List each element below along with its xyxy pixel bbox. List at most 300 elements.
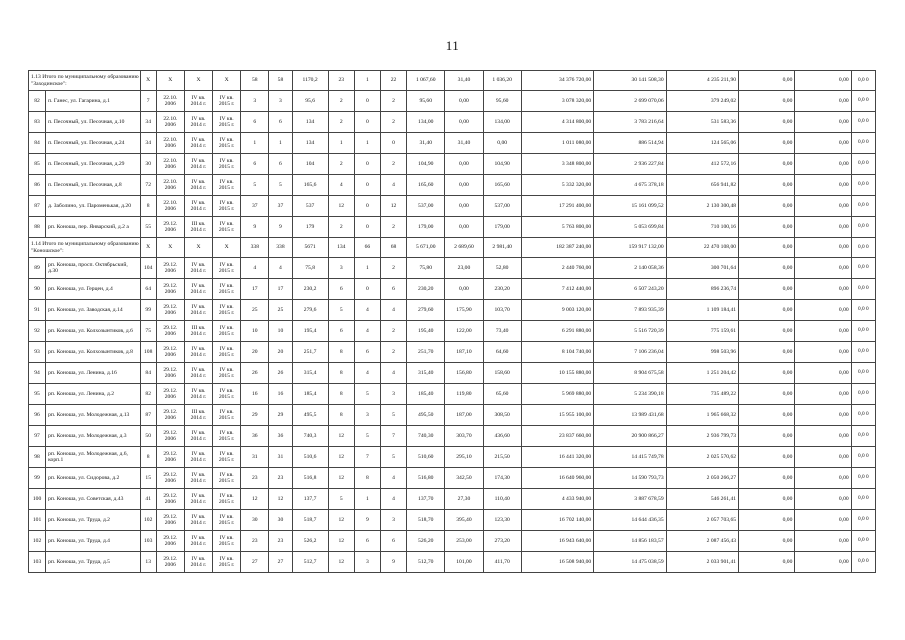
table-cell: 0,0 0 [851,217,875,238]
table-cell: 3 [354,405,380,426]
table-cell: 6 [269,112,292,133]
table-cell: 4 [354,363,380,384]
table-cell: 29.12. 2006 [156,384,184,405]
table-cell: 2 [328,217,354,238]
table-cell: 0,00 [445,112,483,133]
table-cell: 14 590 793,73 [594,468,666,489]
table-cell: 3 [241,91,269,112]
row-number-cell: 83 [29,112,46,133]
table-cell: 101,00 [445,552,483,573]
table-cell: 103 [140,531,156,552]
group-total-row [29,238,876,258]
address-cell: рп. Коноша, просп. Октябрьский, д.30 [46,258,141,279]
table-cell: 0,00 [795,405,851,426]
table-cell: 16 441 320,00 [521,447,593,468]
table-cell: 26 [269,363,292,384]
row-number-cell: 82 [29,91,46,112]
table-cell: 0,00 [795,426,851,447]
table-cell: 0,0 0 [851,91,875,112]
table-cell: 0,00 [795,447,851,468]
table-cell: 0,00 [795,300,851,321]
table-cell: IV кв. 2015 г. [213,279,241,300]
table-cell: 165,60 [483,175,521,196]
group-cell: 1 067,60 [407,71,445,91]
table-cell: 4 433 940,00 [521,489,593,510]
table-cell: 2 [380,321,406,342]
table-cell: 531 583,36 [666,112,738,133]
table-cell: IV кв. 2014 г. [184,426,212,447]
table-cell: 0,0 0 [851,279,875,300]
group-cell: 338 [269,238,292,258]
table-cell: 34 [140,133,156,154]
row-number-cell: 94 [29,363,46,384]
table-cell: 179 [292,217,328,238]
group-cell: 1170,2 [292,71,328,91]
address-cell: п. Песочный, ул. Песочная, д.24 [46,133,141,154]
table-cell: 0,00 [795,217,851,238]
table-cell: 179,00 [407,217,445,238]
table-cell: 2 [380,91,406,112]
table-cell: 4 [354,300,380,321]
address-cell: рп. Коноша, ул. Труда, д.4 [46,531,141,552]
housing-resettlement-table [28,70,876,573]
table-cell: 124 565,06 [666,133,738,154]
table-cell: IV кв. 2015 г. [213,447,241,468]
table-cell: 0 [354,217,380,238]
table-cell: 64,60 [483,342,521,363]
table-cell: 10 [269,321,292,342]
table-row [29,91,876,112]
table-cell: IV кв. 2014 г. [184,258,212,279]
table-row [29,510,876,531]
table-cell: 8 [140,447,156,468]
table-cell: 1 011 080,00 [521,133,593,154]
table-cell: 29.12. 2006 [156,552,184,573]
table-cell: 0 [354,154,380,175]
table-cell: 308,50 [483,405,521,426]
table-cell: 516,80 [407,468,445,489]
table-cell: 23 [241,468,269,489]
table-cell: 110,40 [483,489,521,510]
table-cell: 0,00 [795,342,851,363]
table-cell: 0,00 [795,175,851,196]
group-cell: 22 470 108,00 [666,238,738,258]
table-cell: 29.12. 2006 [156,300,184,321]
table-cell: IV кв. 2014 г. [184,447,212,468]
table-row [29,363,876,384]
table-cell: 3 887 678,59 [594,489,666,510]
table-cell: 29.12. 2006 [156,363,184,384]
table-cell: 12 [380,196,406,217]
row-number-cell: 86 [29,175,46,196]
table-row [29,133,876,154]
table-cell: 5 516 720,39 [594,321,666,342]
table-cell: 0,0 0 [851,426,875,447]
table-cell: 315,40 [407,363,445,384]
address-cell: рп. Коноша, ул. Молодежная, д.6, корп.1 [46,447,141,468]
address-cell: п. Песочный, ул. Песочная, д.10 [46,112,141,133]
table-cell: 104,90 [483,154,521,175]
table-cell: IV кв. 2014 г. [184,489,212,510]
table-cell: 710 100,16 [666,217,738,238]
table-cell: 4 [241,258,269,279]
address-cell: рп. Коноша, ул. Заводская, д.14 [46,300,141,321]
address-cell: п. Песочный, ул. Песочная, д.8 [46,175,141,196]
table-cell: 4 [328,175,354,196]
group-cell: 159 917 132,00 [594,238,666,258]
group-cell: 1 [354,71,380,91]
table-cell: 4 [380,363,406,384]
group-cell: 134 [328,238,354,258]
table-cell: 6 [328,321,354,342]
group-cell: X [156,238,184,258]
table-cell: 2 [380,217,406,238]
table-cell: 0 [354,112,380,133]
group-cell: X [156,71,184,91]
table-cell: 0,00 [739,321,795,342]
table-cell: 495,50 [407,405,445,426]
table-cell: 0,00 [445,175,483,196]
table-cell: 95,6 [292,91,328,112]
table-cell: 9 [380,552,406,573]
table-cell: 185,40 [407,384,445,405]
table-cell: IV кв. 2014 г. [184,175,212,196]
table-cell: 29.12. 2006 [156,489,184,510]
table-cell: 99 [140,300,156,321]
table-cell: 2 025 570,62 [666,447,738,468]
table-cell: IV кв. 2015 г. [213,112,241,133]
table-cell: 187,10 [445,342,483,363]
address-cell: рп. Коноша, ул. Колхозынтиков, д.6 [46,321,141,342]
table-cell: 6 [269,154,292,175]
table-cell: 134,00 [483,112,521,133]
table-cell: 512,7 [292,552,328,573]
table-cell: 7 893 935,39 [594,300,666,321]
table-cell: IV кв. 2015 г. [213,154,241,175]
table-cell: 195,40 [407,321,445,342]
table-cell: 29.12. 2006 [156,510,184,531]
group-cell: X [184,71,212,91]
table-cell: 0,00 [795,531,851,552]
row-number-cell: 84 [29,133,46,154]
table-cell: 12 [328,552,354,573]
table-cell: 29.12. 2006 [156,321,184,342]
table-cell: 0,00 [445,279,483,300]
group-cell: 58 [241,71,269,91]
table-cell: 9 [354,510,380,531]
table-cell: 12 [269,489,292,510]
table-cell: 8 [328,342,354,363]
table-cell: 0,00 [739,405,795,426]
table-cell: 20 900 866,27 [594,426,666,447]
row-number-cell: 90 [29,279,46,300]
table-cell: 2 050 266,27 [666,468,738,489]
table-cell: 179,00 [483,217,521,238]
table-cell: 0,00 [445,196,483,217]
table-cell: 31 [241,447,269,468]
table-cell: 546 261,41 [666,489,738,510]
table-cell: 165,6 [292,175,328,196]
table-cell: 896 236,74 [666,279,738,300]
table-cell: 2 [380,258,406,279]
table-cell: 0,00 [795,510,851,531]
table-cell: 0 [354,175,380,196]
table-cell: 2 087 456,43 [666,531,738,552]
table-cell: 55 [140,217,156,238]
table-cell: 4 [269,258,292,279]
table-cell: 0,0 0 [851,112,875,133]
table-cell: 0,00 [739,258,795,279]
address-cell: рп. Коноша, пер. Январский, д.2 а [46,217,141,238]
table-cell: 8 904 675,58 [594,363,666,384]
table-cell: 5 [380,405,406,426]
table-cell: 0,00 [795,112,851,133]
table-cell: 15 955 100,00 [521,405,593,426]
address-cell: рп. Коноша, ул. Сидорова, д.2 [46,468,141,489]
table-cell: 29.12. 2006 [156,279,184,300]
table-cell: 7 [354,447,380,468]
table-cell: 0,0 0 [851,405,875,426]
table-cell: IV кв. 2014 г. [184,91,212,112]
table-cell: 3 [380,510,406,531]
table-cell: III кв. 2014 г. [184,405,212,426]
table-cell: 9 [269,217,292,238]
table-cell: IV кв. 2014 г. [184,342,212,363]
table-cell: 0,00 [739,489,795,510]
table-cell: 122,00 [445,321,483,342]
table-cell: 740,30 [407,426,445,447]
table-cell: 4 675 378,18 [594,175,666,196]
table-cell: 14 644 436,35 [594,510,666,531]
table-cell: 510,60 [407,447,445,468]
table-cell: 230,2 [292,279,328,300]
table-cell: 495,5 [292,405,328,426]
table-cell: 0,0 0 [851,363,875,384]
table-cell: 6 507 243,20 [594,279,666,300]
table-cell: 2 057 703,65 [666,510,738,531]
table-cell: 0 [354,279,380,300]
table-cell: III кв. 2014 г. [184,321,212,342]
table-cell: 0,00 [795,91,851,112]
table-cell: IV кв. 2015 г. [213,405,241,426]
table-cell: 0,00 [445,217,483,238]
table-cell: 8 [354,468,380,489]
table-cell: 2 440 760,00 [521,258,593,279]
row-number-cell: 85 [29,154,46,175]
table-cell: 29.12. 2006 [156,531,184,552]
group-cell: 4 235 211,90 [666,71,738,91]
table-cell: 134 [292,133,328,154]
table-cell: 3 [328,258,354,279]
table-cell: 1 965 668,32 [666,405,738,426]
table-cell: 3 [354,552,380,573]
address-cell: рп. Коноша, ул. Молодежная, д.3 [46,426,141,447]
table-cell: IV кв. 2015 г. [213,133,241,154]
table-cell: 50 [140,426,156,447]
table-cell: 2 [380,154,406,175]
table-cell: 36 [269,426,292,447]
table-cell: 0,00 [739,300,795,321]
group-cell: 68 [380,238,406,258]
group-cell: X [140,238,156,258]
table-cell: IV кв. 2014 г. [184,363,212,384]
table-cell: 510,6 [292,447,328,468]
table-cell: 30 [140,154,156,175]
table-cell: 735 489,22 [666,384,738,405]
table-cell: 134,00 [407,112,445,133]
table-cell: 27,30 [445,489,483,510]
table-cell: IV кв. 2014 г. [184,154,212,175]
table-cell: IV кв. 2014 г. [184,196,212,217]
table-cell: 6 [328,279,354,300]
table-cell: 0,00 [739,342,795,363]
address-cell: д. Заболино, ул. Пароменькая, д.20 [46,196,141,217]
table-cell: 411,70 [483,552,521,573]
table-cell: 6 [241,112,269,133]
table-cell: 25 [269,300,292,321]
table-cell: 3 348 800,00 [521,154,593,175]
table-cell: 5 [354,384,380,405]
table-cell: 0,00 [739,133,795,154]
table-cell: 14 856 183,57 [594,531,666,552]
table-cell: 104 [292,154,328,175]
table-cell: 537 [292,196,328,217]
table-cell: 29.12. 2006 [156,447,184,468]
table-cell: 4 [354,321,380,342]
group-cell: X [184,238,212,258]
table-cell: 0,0 0 [851,384,875,405]
table-cell: 16 640 960,00 [521,468,593,489]
table-cell: 37 [241,196,269,217]
row-number-cell: 87 [29,196,46,217]
group-cell: 2 981,40 [483,238,521,258]
table-cell: 13 [140,552,156,573]
table-cell: 4 [380,175,406,196]
table-cell: 16 [269,384,292,405]
group-cell: 58 [269,71,292,91]
table-cell: 0,0 0 [851,133,875,154]
table-cell: 0 [380,133,406,154]
table-cell: 0,00 [795,552,851,573]
table-cell: IV кв. 2014 г. [184,384,212,405]
table-cell: 2 [328,112,354,133]
table-cell: 119,80 [445,384,483,405]
table-cell: 5 234 390,18 [594,384,666,405]
table-cell: III кв. 2014 г. [184,217,212,238]
table-cell: 0,00 [795,384,851,405]
table-cell: 0 [354,196,380,217]
table-cell: 2 699 070,06 [594,91,666,112]
table-cell: 174,30 [483,468,521,489]
table-row [29,196,876,217]
table-cell: 10 155 880,00 [521,363,593,384]
table-cell: 279,6 [292,300,328,321]
table-cell: 22.10. 2006 [156,112,184,133]
table-cell: 775 159,61 [666,321,738,342]
table-cell: 8 [140,196,156,217]
group-cell: X [213,238,241,258]
table-row [29,258,876,279]
group-cell: 182 387 240,00 [521,238,593,258]
table-cell: 5 969 880,00 [521,384,593,405]
table-cell: 95,60 [407,91,445,112]
table-row [29,175,876,196]
table-cell: 251,70 [407,342,445,363]
table-cell: 195,4 [292,321,328,342]
table-cell: 8 [328,405,354,426]
group-cell: 0,00 [795,238,851,258]
table-cell: 253,00 [445,531,483,552]
group-cell: 66 [354,238,380,258]
table-cell: 5 [269,175,292,196]
table-cell: 73,40 [483,321,521,342]
table-cell: 102 [140,510,156,531]
table-cell: 0,0 0 [851,447,875,468]
address-cell: рп. Коноша, ул. Герцен, д.4 [46,279,141,300]
table-cell: 279,60 [407,300,445,321]
table-cell: IV кв. 2015 г. [213,321,241,342]
table-cell: 72 [140,175,156,196]
table-cell: 0,00 [795,279,851,300]
table-cell: 17 [241,279,269,300]
table-cell: 0,00 [739,175,795,196]
table-cell: 75,80 [407,258,445,279]
group-cell: X [140,71,156,91]
table-cell: 29.12. 2006 [156,468,184,489]
table-cell: IV кв. 2015 г. [213,531,241,552]
row-number-cell: 89 [29,258,46,279]
table-row [29,405,876,426]
row-number-cell: 97 [29,426,46,447]
table-cell: 1 [354,258,380,279]
table-cell: 37 [269,196,292,217]
table-cell: 8 [328,384,354,405]
table-row [29,112,876,133]
table-cell: 0,0 0 [851,321,875,342]
table-cell: 0,00 [795,363,851,384]
table-body [29,71,876,573]
table-cell: 998 503,96 [666,342,738,363]
table-cell: 379 249,02 [666,91,738,112]
table-cell: 16 702 140,00 [521,510,593,531]
table-cell: IV кв. 2014 г. [184,112,212,133]
group-cell: 5671 [292,238,328,258]
table-cell: IV кв. 2015 г. [213,258,241,279]
table-cell: 1 [354,133,380,154]
table-cell: 0,00 [795,133,851,154]
table-cell: IV кв. 2014 г. [184,279,212,300]
table-cell: 0,00 [739,384,795,405]
table-cell: 9 003 120,00 [521,300,593,321]
table-cell: 10 [241,321,269,342]
table-cell: 6 [241,154,269,175]
row-number-cell: 98 [29,447,46,468]
table-cell: 26 [241,363,269,384]
table-cell: 0,00 [445,154,483,175]
table-cell: 14 415 749,78 [594,447,666,468]
table-cell: 22.10. 2006 [156,133,184,154]
table-cell: 16 508 940,00 [521,552,593,573]
address-cell: п. Песочный, ул. Песочная, д.29 [46,154,141,175]
table-cell: 187,00 [445,405,483,426]
table-cell: 886 514,94 [594,133,666,154]
table-cell: 29.12. 2006 [156,426,184,447]
table-cell: 518,70 [407,510,445,531]
group-cell: 5 671,00 [407,238,445,258]
group-cell: 0,00 [739,71,795,91]
table-cell: 27 [241,552,269,573]
table-cell: 34 [140,112,156,133]
